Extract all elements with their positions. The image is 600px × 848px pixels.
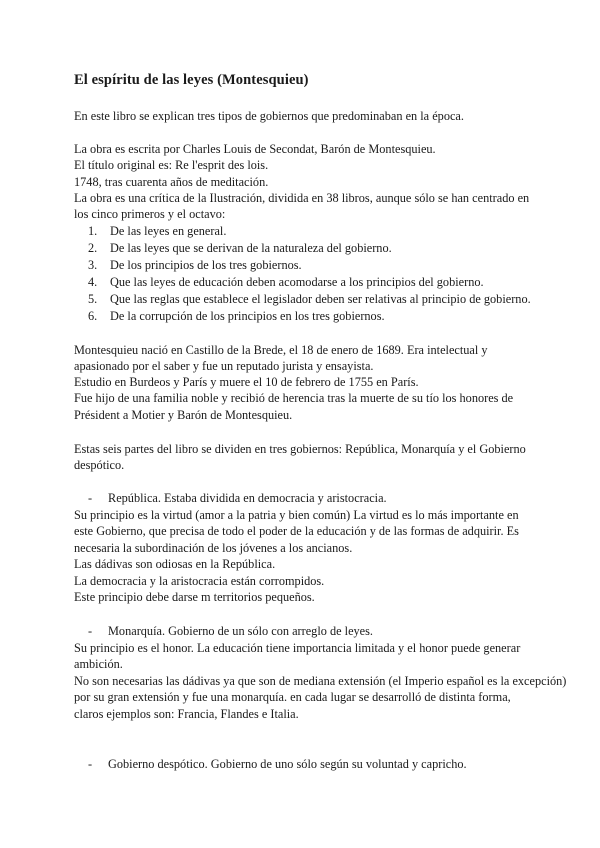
list-number: 1.: [88, 224, 98, 238]
list-number: 2.: [88, 241, 98, 255]
para1-line: 1748, tras cuarenta años de meditación.: [74, 175, 269, 189]
list-number: 4.: [88, 275, 98, 289]
republica-line: necesaria la subordinación de los jóvenes a los ancianos.: [74, 541, 353, 555]
monarquia-line: claros ejemplos son: Francia, Flandes e Italia.: [74, 707, 299, 721]
dash-bullet: -: [88, 624, 93, 638]
para2-line: Président a Motier y Barón de Montesquieu.: [74, 408, 293, 422]
intro-text: En este libro se explican tres tipos de gobiernos que predominaban en la época.: [74, 109, 464, 123]
republica-heading-text: República. Estaba dividida en democracia y aristocracia.: [108, 491, 387, 505]
para3-line: Estas seis partes del libro se dividen en tres gobiernos: República, Monarquía y el Gobierno: [74, 442, 526, 456]
republica-line: Su principio es la virtud (amor a la patria y bien común) La virtud es lo más importante en: [74, 508, 519, 522]
para2-line: Fue hijo de una familia noble y recibió de herencia tras la muerte de su tío los honores de: [74, 391, 514, 405]
para2-line: apasionado por el saber y fue un reputado jurista y ensayista.: [74, 359, 374, 373]
republica-line: Las dádivas son odiosas en la República.: [74, 557, 276, 571]
list-text: Que las leyes de educación deben acomodarse a los principios del gobierno.: [110, 275, 484, 289]
list-item: [88, 257, 302, 273]
list-number: 5.: [88, 292, 98, 306]
list-item: [88, 240, 392, 256]
republica-line: este Gobierno, que precisa de todo el poder de la educación y de las formas de adquirir. Es: [74, 524, 519, 538]
list-number: 3.: [88, 258, 98, 272]
monarquia-line: Su principio es el honor. La educación tiene importancia limitada y el honor puede generar: [74, 641, 521, 655]
monarquia-line: ambición.: [74, 657, 123, 671]
monarquia-heading-text: Monarquía. Gobierno de un sólo con arreglo de leyes.: [108, 624, 373, 638]
list-text: Que las reglas que establece el legislador deben ser relativas al principio de gobierno.: [110, 292, 531, 306]
dash-bullet: -: [88, 757, 93, 771]
para1-line: La obra es escrita por Charles Louis de Secondat, Barón de Montesquieu.: [74, 142, 436, 156]
republica-heading: [88, 490, 387, 506]
monarquia-heading: [88, 623, 373, 639]
para2-line: Estudio en Burdeos y París y muere el 10 de febrero de 1755 en París.: [74, 375, 419, 389]
document-title: El espíritu de las leyes (Montesquieu): [74, 72, 309, 88]
list-item: [88, 274, 484, 290]
republica-line: Este principio debe darse m territorios pequeños.: [74, 590, 315, 604]
despotico-heading-text: Gobierno despótico. Gobierno de uno sólo según su voluntad y capricho.: [108, 757, 467, 771]
list-number: 6.: [88, 309, 98, 323]
list-text: De las leyes en general.: [110, 224, 227, 238]
list-item: [88, 291, 531, 307]
list-text: De la corrupción de los principios en los tres gobiernos.: [110, 309, 385, 323]
list-text: De las leyes que se derivan de la naturaleza del gobierno.: [110, 241, 392, 255]
despotico-heading: [88, 756, 467, 772]
para1-line: El título original es: Re l'esprit des lois.: [74, 158, 269, 172]
para1-line: los cinco primeros y el octavo:: [74, 207, 226, 221]
dash-bullet: -: [88, 491, 93, 505]
para3-line: despótico.: [74, 458, 125, 472]
list-item: [88, 308, 385, 324]
monarquia-line: por su gran extensión y fue una monarquía. en cada lugar se desarrolló de distinta forma,: [74, 690, 511, 704]
republica-line: La democracia y la aristocracia están corrompidos.: [74, 574, 325, 588]
list-text: De los principios de los tres gobiernos.: [110, 258, 302, 272]
monarquia-line: No son necesarias las dádivas ya que son de mediana extensión (el Imperio español es la excepción): [74, 674, 567, 688]
list-item: [88, 223, 226, 239]
para1-line: La obra es una crítica de la Ilustración, dividida en 38 libros, aunque sólo se han centrado en: [74, 191, 530, 205]
para2-line: Montesquieu nació en Castillo de la Brede, el 18 de enero de 1689. Era intelectual y: [74, 343, 488, 357]
